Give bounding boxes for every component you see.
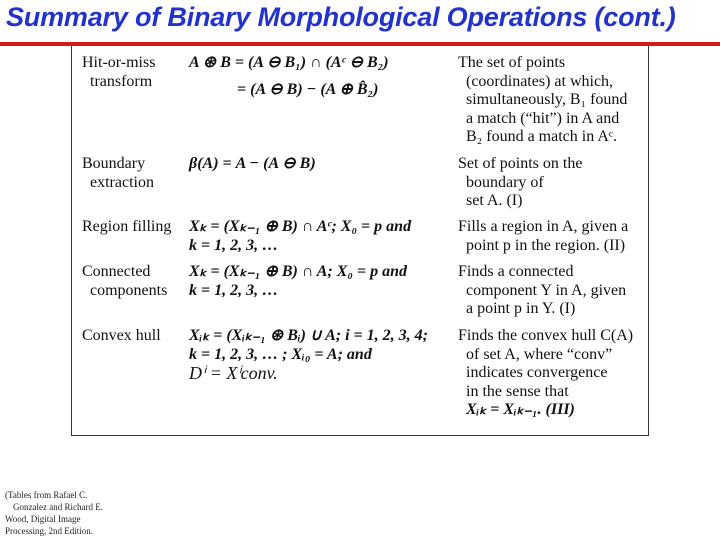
- comment-line: a point p in Y. (I): [466, 300, 576, 317]
- expression-line: k = 1, 2, 3, …: [189, 236, 279, 254]
- expression-line: Xᵢₖ = (Xᵢₖ₋₁ ⊛ Bᵢ) ∪ A; i = 1, 2, 3, 4;: [189, 327, 428, 344]
- comment-line: set A. (I): [466, 192, 523, 209]
- comment-line: indicates convergence: [466, 364, 608, 381]
- comment-line: component Y in A, given: [466, 281, 627, 299]
- operation-name: [82, 54, 182, 91]
- operation-expression: [189, 327, 454, 383]
- comment-line: simultaneously, B₁ found: [466, 91, 628, 108]
- comment-line: Fills a region in A, given a: [458, 218, 629, 235]
- slide-title: Summary of Binary Morphological Operations (cont.): [6, 2, 676, 32]
- expression-line: k = 1, 2, 3, … ; Xᵢ₀ = A; and: [189, 345, 372, 363]
- comment-line: point p in the region. (II): [466, 236, 626, 254]
- expression-line: Dⁱ = Xⁱconv.: [189, 363, 278, 383]
- operation-name: [82, 263, 182, 300]
- comment-line: The set of points: [458, 54, 566, 71]
- comment-line: Set of points on the: [458, 155, 583, 172]
- operation-name: [82, 218, 182, 237]
- credit-line: (Tables from Rafael C.: [5, 490, 88, 500]
- operation-name-line: Region filling: [82, 218, 172, 235]
- credit-line: Processing, 2nd Edition.: [5, 526, 93, 536]
- comment-line: of set A, where “conv”: [466, 345, 613, 363]
- operations-table: [71, 46, 649, 436]
- operation-expression: [189, 155, 454, 174]
- credit-line: Gonzalez and Richard E.: [13, 502, 103, 512]
- operation-expression: [189, 263, 454, 300]
- operation-comment: [458, 327, 646, 420]
- operation-comment: [458, 263, 646, 319]
- comment-line: (coordinates) at which,: [466, 72, 614, 90]
- operation-name: [82, 155, 182, 192]
- operation-name-line: Connected: [82, 263, 151, 280]
- comment-line: boundary of: [466, 173, 544, 191]
- comment-line: a match (“hit”) in A and: [466, 109, 620, 127]
- expression-line: A ⊛ B = (A ⊖ B₁) ∩ (Aᶜ ⊖ B₂): [189, 54, 389, 71]
- operation-name-line: transform: [90, 72, 153, 90]
- operation-comment: [458, 155, 646, 211]
- operation-name: [82, 327, 182, 346]
- comment-line: Finds a connected: [458, 263, 574, 280]
- comment-line: B₂ found a match in Aᶜ.: [466, 128, 617, 145]
- expression-line: Xₖ = (Xₖ₋₁ ⊕ B) ∩ Aᶜ; X₀ = p and: [189, 218, 412, 235]
- operation-name-line: Boundary: [82, 155, 146, 172]
- comment-line: Xᵢₖ = Xᵢₖ₋₁. (III): [466, 401, 575, 418]
- operation-comment: [458, 218, 646, 255]
- comment-line: in the sense that: [466, 382, 569, 400]
- source-credit: [5, 489, 125, 537]
- operation-name-line: Hit-or-miss: [82, 54, 156, 71]
- operation-expression: [189, 218, 454, 255]
- operation-name-line: extraction: [90, 173, 154, 191]
- operation-comment: [458, 54, 646, 147]
- comment-line: Finds the convex hull C(A): [458, 327, 634, 344]
- credit-line: Wood, Digital Image: [5, 514, 81, 524]
- operation-name-line: Convex hull: [82, 327, 161, 344]
- expression-line: k = 1, 2, 3, …: [189, 281, 279, 299]
- expression-line: Xₖ = (Xₖ₋₁ ⊕ B) ∩ A; X₀ = p and: [189, 263, 408, 280]
- expression-line: β(A) = A − (A ⊖ B): [189, 155, 316, 172]
- expression-line: = (A ⊖ B) − (A ⊕ B̂₂): [237, 80, 379, 98]
- operation-name-line: components: [90, 281, 168, 299]
- operation-expression: [189, 54, 454, 99]
